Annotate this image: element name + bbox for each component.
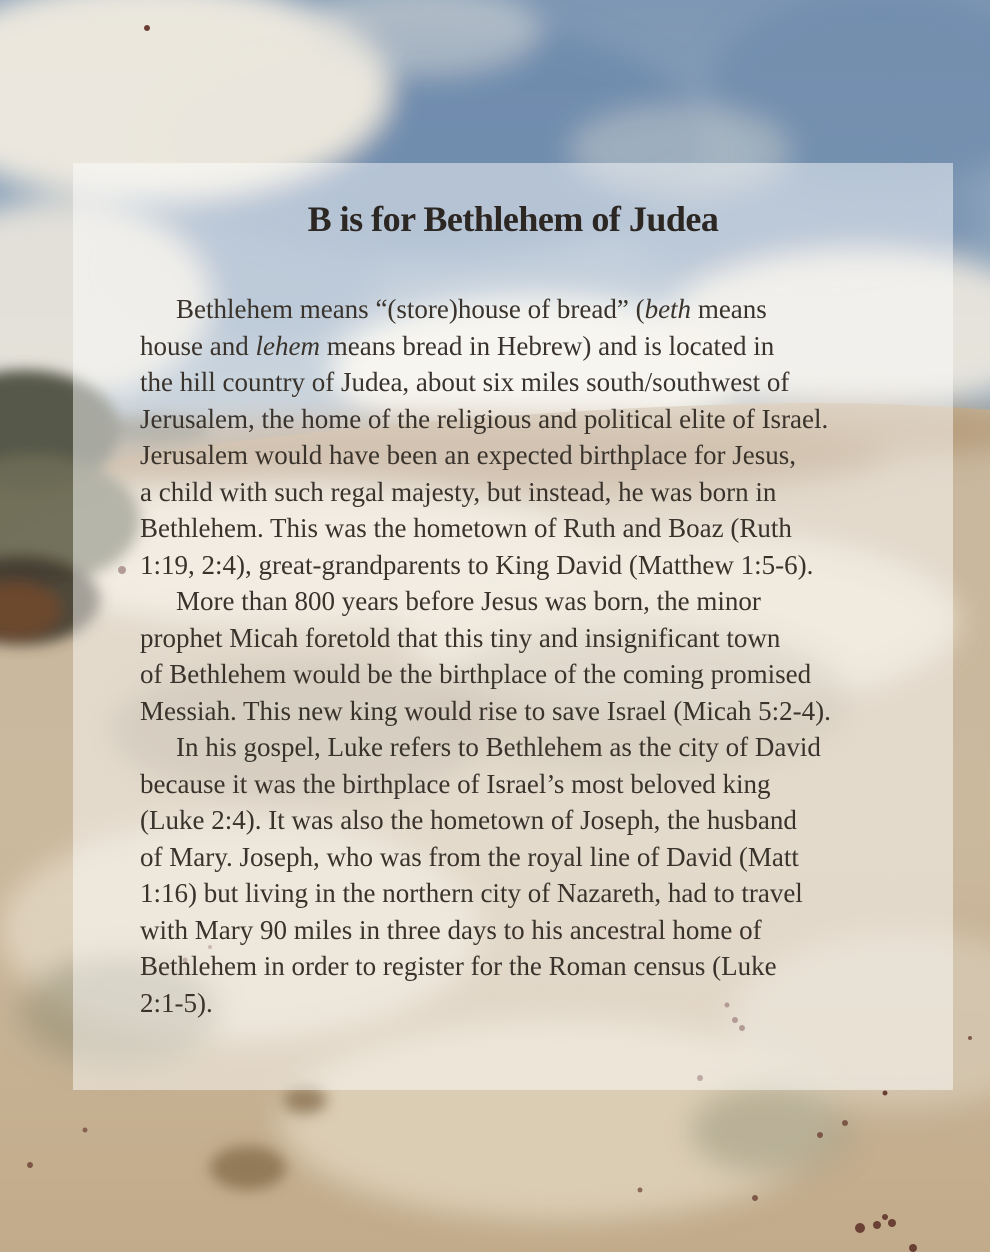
text-line xyxy=(140,875,923,912)
text-segment: of Mary. Joseph, who was from the royal line of David (Matt xyxy=(140,841,799,872)
text-segment: 2:1-5). xyxy=(140,987,213,1018)
text-line xyxy=(140,547,923,584)
italic-text-segment: beth xyxy=(644,294,692,324)
text-segment: house and xyxy=(140,330,256,361)
text-segment: More than 800 years before Jesus was born, the minor xyxy=(176,586,761,616)
text-segment: of Bethlehem would be the birthplace of the coming promised xyxy=(140,659,812,689)
text-line xyxy=(140,912,923,949)
text-line xyxy=(140,401,923,438)
text-line xyxy=(140,510,923,547)
text-segment: In his gospel, Luke refers to Bethlehem as the city of David xyxy=(176,732,821,762)
text-segment: Messiah. This new king would rise to save Israel (Micah 5:2-4). xyxy=(140,695,831,726)
text-segment: the hill country of Judea, about six miles south/southwest of xyxy=(140,367,790,397)
text-segment: with Mary 90 miles in three days to his ancestral home of xyxy=(140,914,762,945)
text-line xyxy=(140,291,923,328)
text-segment: Bethlehem. This was the hometown of Ruth and Boaz (Ruth xyxy=(140,513,792,543)
text-segment: 1:16) but living in the northern city of Nazareth, had to travel xyxy=(140,878,803,908)
text-line xyxy=(140,437,923,474)
text-segment: (Luke 2:4). It was also the hometown of Joseph, the husband xyxy=(140,805,797,835)
text-line xyxy=(140,985,923,1022)
text-line xyxy=(140,474,923,511)
text-segment: 1:19, 2:4), great-grandparents to King David (Matthew 1:5-6). xyxy=(140,549,814,580)
text-segment: Bethlehem in order to register for the Roman census (Luke xyxy=(140,951,777,981)
text-segment: means xyxy=(691,294,767,324)
text-line xyxy=(140,948,923,985)
text-line xyxy=(140,766,923,803)
text-line xyxy=(140,693,923,730)
text-segment: Bethlehem means “(store)house of bread” ( xyxy=(176,294,645,324)
text-panel xyxy=(73,163,953,1090)
text-line xyxy=(140,364,923,401)
text-segment: because it was the birthplace of Israel’s most beloved king xyxy=(140,768,771,799)
text-line xyxy=(140,839,923,876)
brown-blotch xyxy=(283,1086,327,1114)
brown-blotch xyxy=(210,1146,286,1190)
text-segment: a child with such regal majesty, but instead, he was born in xyxy=(140,476,777,507)
green-gray-patch xyxy=(690,1085,850,1175)
text-line xyxy=(140,656,923,693)
text-line xyxy=(140,620,923,657)
body-text xyxy=(73,291,953,1021)
italic-text-segment: lehem xyxy=(255,330,320,361)
text-line xyxy=(140,729,923,766)
text-segment: Jerusalem, the home of the religious and political elite of Israel. xyxy=(140,403,829,434)
text-line xyxy=(140,328,923,365)
text-line xyxy=(140,583,923,620)
text-segment: means bread in Hebrew) and is located in xyxy=(319,330,775,361)
page-title: B is for Bethlehem of Judea xyxy=(307,199,719,239)
text-segment: prophet Micah foretold that this tiny and insignificant town xyxy=(140,622,781,653)
text-segment: Jerusalem would have been an expected birthplace for Jesus, xyxy=(140,440,797,470)
text-line xyxy=(140,802,923,839)
